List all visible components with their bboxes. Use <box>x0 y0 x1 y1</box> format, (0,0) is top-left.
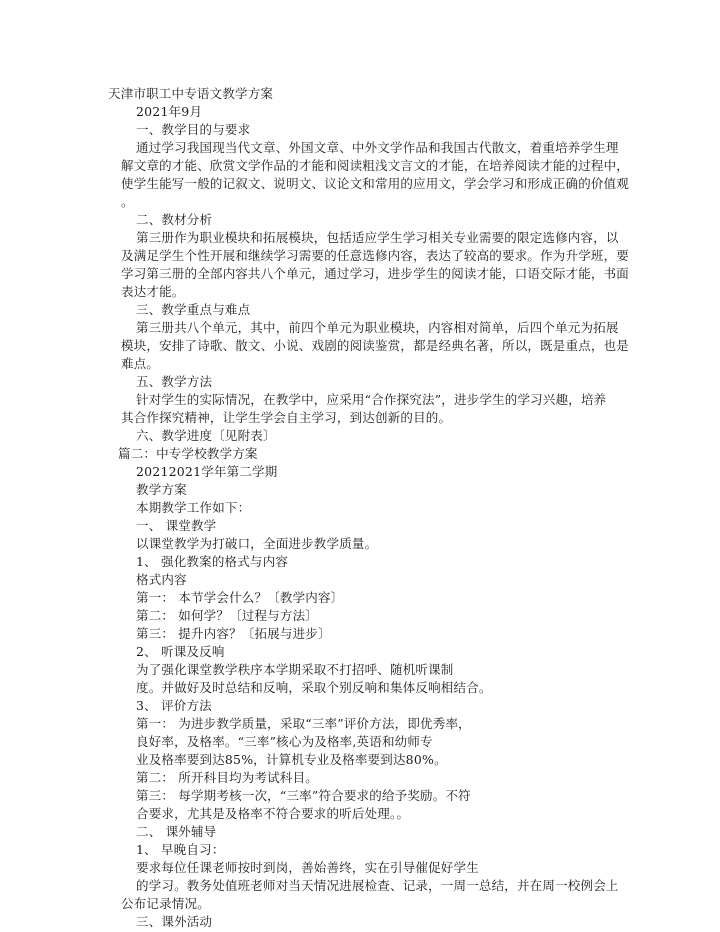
term-label: 20212021学年第二学期 <box>136 464 278 479</box>
list-item: 第二： 如何学？〔过程与方法〕 <box>136 608 318 623</box>
list-item: 第三： 提升内容？〔拓展与进步〕 <box>136 626 331 641</box>
paragraph-line: 格式内容 <box>136 572 187 587</box>
paragraph-line: 学习第三册的全部内容共八个单元，通过学习，进步学生的阅读才能，口语交际才能，书面 <box>121 266 630 281</box>
section-heading-activities: 三、课外活动 <box>136 914 213 929</box>
subheading-observation: 2、 听课及反响 <box>136 644 225 659</box>
section-heading-schedule: 六、教学进度〔见附表〕 <box>136 428 276 443</box>
paragraph-line: 及满足学生个性开展和继续学习需要的任意选修内容，表达了较高的要求。作为升学班，要 <box>121 248 630 263</box>
paragraph-line: 通过学习我国现当代文章、外国文章、中外文学作品和我国古代散文，着重培养学生理 <box>136 140 619 155</box>
paragraph-line: 第三册共八个单元，其中，前四个单元为职业模块，内容相对简单，后四个单元为拓展 <box>136 320 619 335</box>
paragraph-line: 的学习。教务处值班老师对当天情况进展检查、记录，一周一总结，并在周一校例会上 <box>136 878 619 893</box>
paragraph-line: 度。并做好及时总结和反响，采取个别反响和集体反响相结合。 <box>136 680 492 695</box>
paragraph-line: 难点。 <box>121 356 160 371</box>
document-title: 天津市职工中专语文教学方案 <box>108 86 274 101</box>
section-heading-key-points: 三、教学重点与难点 <box>136 302 251 317</box>
section-heading-methods: 五、教学方法 <box>136 374 213 389</box>
paragraph-line: 为了强化课堂教学秩序本学期采取不打招呼、随机听课制 <box>136 662 454 677</box>
paragraph-line: 第三： 每学期考核一次，“三率”符合要求的给予奖励。不符 <box>136 788 471 803</box>
section-heading-classroom: 一、 课堂教学 <box>136 518 217 533</box>
paragraph-line: 表达才能。 <box>121 284 185 299</box>
intro-line: 本期教学工作如下： <box>136 500 251 515</box>
paragraph-line: 业及格率要到达85%，计算机专业及格率要到达80%。 <box>136 752 447 767</box>
paragraph-line: 公布记录情况。 <box>121 896 210 911</box>
part-two-title: 篇二：中专学校教学方案 <box>118 446 258 461</box>
paragraph-line: 。 <box>121 194 134 209</box>
paragraph-line: 第三册作为职业模块和拓展模块，包括适应学生学习相关专业需要的限定选修内容，以 <box>136 230 619 245</box>
paragraph-line: 其合作探究精神，让学生学会自主学习，到达创新的目的。 <box>121 410 452 425</box>
section-heading-tutoring: 二、 课外辅导 <box>136 824 217 839</box>
paragraph-line: 第一： 为进步教学质量，采取“三率”评价方法，即优秀率， <box>136 716 471 731</box>
subheading-self-study: 1、 早晚自习： <box>136 842 225 857</box>
subheading-evaluation: 3、 评价方法 <box>136 698 212 713</box>
list-item: 第一： 本节学会什么？〔教学内容〕 <box>136 590 344 605</box>
paragraph-line: 第二： 所开科目均为考试科目。 <box>136 770 318 785</box>
subtitle: 教学方案 <box>136 482 187 497</box>
section-heading-objectives: 一、教学目的与要求 <box>136 122 251 137</box>
paragraph-line: 以课堂教学为打破口，全面进步教学质量。 <box>136 536 378 551</box>
paragraph-line: 模块，安排了诗歌、散文、小说、戏剧的阅读鉴赏，都是经典名著，所以，既是重点，也是 <box>121 338 630 353</box>
paragraph-line: 针对学生的实际情况，在教学中，应采用“合作探究法”，进步学生的学习兴趣，培养 <box>136 392 607 407</box>
section-heading-materials: 二、教材分析 <box>136 212 213 227</box>
paragraph-line: 合要求，尤其是及格率不符合要求的听后处理。。 <box>136 806 410 821</box>
document-date: 2021年9月 <box>136 104 203 119</box>
paragraph-line: 良好率，及格率。“三率”核心为及格率,英语和幼师专 <box>136 734 433 749</box>
paragraph-line: 使学生能写一般的记叙文、说明文、议论文和常用的应用文，学会学习和形成正确的价值观 <box>121 176 630 191</box>
paragraph-line: 解文章的才能、欣赏文学作品的才能和阅读粗浅文言文的才能，在培养阅读才能的过程中， <box>121 158 630 173</box>
paragraph-line: 要求每位任课老师按时到岗，善始善终，实在引导催促好学生 <box>136 860 479 875</box>
subheading-lesson-plan: 1、 强化教案的格式与内容 <box>136 554 289 569</box>
